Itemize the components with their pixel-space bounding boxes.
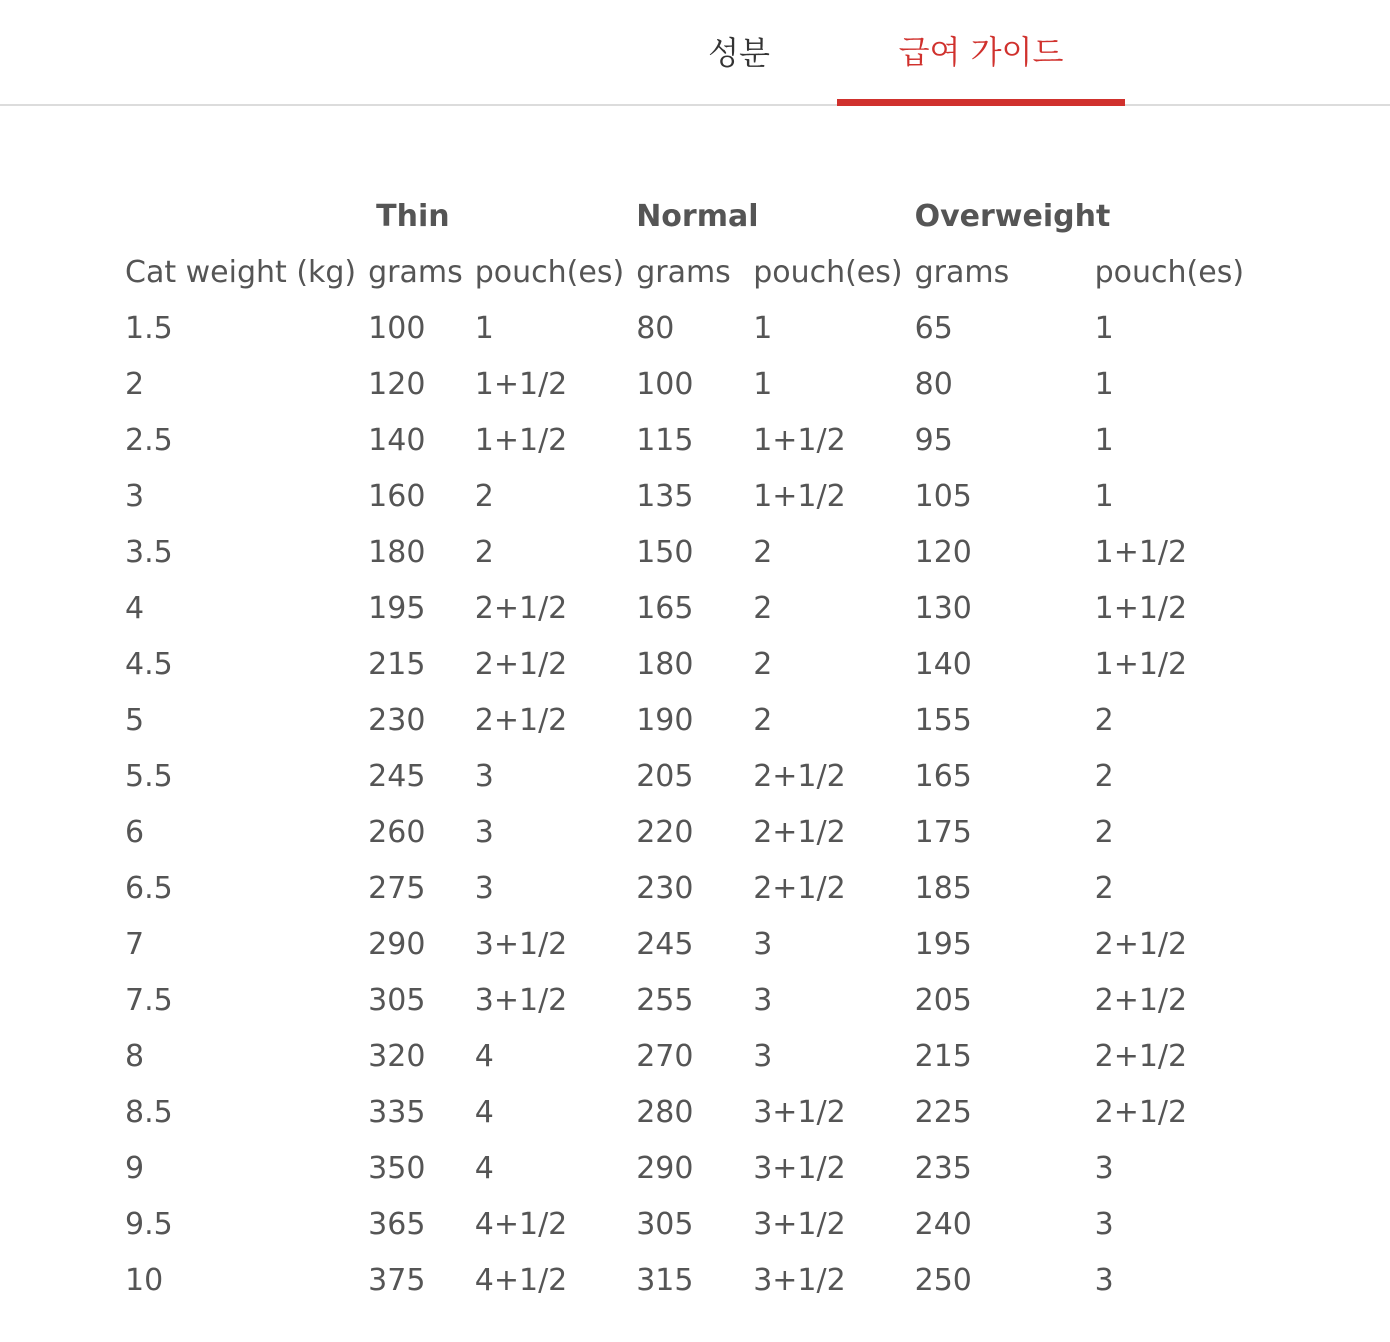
cell-overweight-grams: 215 [914, 1039, 972, 1074]
cell-cat-weight: 4.5 [125, 647, 173, 682]
cell-overweight-pouches: 2+1/2 [1094, 1039, 1188, 1074]
cell-overweight-pouches: 2+1/2 [1094, 1095, 1188, 1130]
table-row [119, 861, 1250, 917]
cell-cat-weight: 7.5 [125, 983, 173, 1018]
cell-normal-grams: 135 [636, 479, 694, 514]
cell-normal-pouches: 2+1/2 [753, 759, 846, 794]
cell-overweight-grams: 95 [914, 423, 953, 458]
cell-normal-grams: 280 [636, 1095, 694, 1130]
cell-normal-grams: 305 [636, 1207, 694, 1242]
table-row [119, 1253, 1250, 1309]
table-row [119, 469, 1250, 525]
cell-overweight-grams: 105 [914, 479, 972, 514]
feeding-guide-table [119, 189, 1250, 1309]
cell-normal-pouches: 3 [753, 1039, 773, 1074]
column-header-overweight-grams: grams [914, 255, 1010, 290]
cell-normal-pouches: 1 [753, 311, 773, 346]
feeding-guide-table-wrapper [119, 189, 1250, 1309]
cell-cat-weight: 10 [125, 1263, 164, 1298]
cell-thin-grams: 320 [368, 1039, 426, 1074]
group-label-thin: Thin [376, 199, 450, 234]
table-row [119, 917, 1250, 973]
cell-normal-grams: 270 [636, 1039, 694, 1074]
table-row [119, 1141, 1250, 1197]
cell-overweight-grams: 130 [914, 591, 972, 626]
cell-overweight-grams: 225 [914, 1095, 972, 1130]
cell-overweight-pouches: 3 [1094, 1151, 1114, 1186]
tab-feeding-guide[interactable]: 급여 가이드 [837, 0, 1125, 106]
column-header-row [119, 245, 1250, 301]
cell-overweight-grams: 80 [914, 367, 953, 402]
cell-overweight-pouches: 1+1/2 [1094, 535, 1188, 570]
cell-cat-weight: 5.5 [125, 759, 173, 794]
cell-overweight-pouches: 2 [1094, 703, 1114, 738]
cell-thin-pouches: 3+1/2 [474, 983, 568, 1018]
group-header-normal: Normal [636, 199, 759, 234]
cell-overweight-pouches: 1 [1094, 311, 1114, 346]
cell-thin-grams: 375 [368, 1263, 426, 1298]
cell-normal-grams: 205 [636, 759, 694, 794]
column-header-cat-weight: Cat weight (kg) [125, 255, 357, 290]
cell-normal-pouches: 3+1/2 [753, 1263, 846, 1298]
cell-normal-grams: 255 [636, 983, 694, 1018]
cell-thin-pouches: 3 [474, 815, 494, 850]
tab-ingredients[interactable]: 성분 [708, 34, 770, 72]
cell-thin-grams: 100 [368, 311, 426, 346]
cell-overweight-pouches: 1 [1094, 367, 1114, 402]
cell-thin-pouches: 1+1/2 [474, 423, 568, 458]
cell-thin-grams: 230 [368, 703, 426, 738]
cell-overweight-grams: 120 [914, 535, 972, 570]
cell-overweight-pouches: 1+1/2 [1094, 647, 1188, 682]
cell-thin-pouches: 4 [474, 1039, 494, 1074]
cell-overweight-pouches: 2 [1094, 759, 1114, 794]
cell-normal-pouches: 1+1/2 [753, 479, 846, 514]
group-header-row [119, 189, 1250, 245]
cell-thin-grams: 160 [368, 479, 426, 514]
cell-normal-grams: 165 [636, 591, 694, 626]
cell-normal-grams: 80 [636, 311, 675, 346]
column-header-thin-pouches: pouch(es) [474, 255, 625, 290]
cell-cat-weight: 9 [125, 1151, 145, 1186]
cell-overweight-grams: 155 [914, 703, 972, 738]
cell-cat-weight: 7 [125, 927, 145, 962]
column-header-normal-pouches: pouch(es) [753, 255, 903, 290]
table-row [119, 1029, 1250, 1085]
cell-normal-pouches: 1+1/2 [753, 423, 846, 458]
cell-normal-grams: 115 [636, 423, 694, 458]
cell-thin-pouches: 2+1/2 [474, 647, 568, 682]
table-row [119, 301, 1250, 357]
cell-overweight-grams: 165 [914, 759, 972, 794]
table-row [119, 973, 1250, 1029]
cell-cat-weight: 3.5 [125, 535, 173, 570]
cell-thin-grams: 335 [368, 1095, 426, 1130]
cell-thin-pouches: 3 [474, 871, 494, 906]
table-row [119, 805, 1250, 861]
table-row [119, 1197, 1250, 1253]
cell-normal-grams: 315 [636, 1263, 694, 1298]
cell-thin-pouches: 4 [474, 1095, 494, 1130]
table-row [119, 525, 1250, 581]
cell-overweight-grams: 240 [914, 1207, 972, 1242]
cell-normal-pouches: 2+1/2 [753, 815, 846, 850]
cell-cat-weight: 8.5 [125, 1095, 173, 1130]
cell-thin-grams: 180 [368, 535, 426, 570]
cell-normal-grams: 230 [636, 871, 694, 906]
table-body [119, 301, 1250, 1309]
table-row [119, 413, 1250, 469]
cell-normal-grams: 150 [636, 535, 694, 570]
cell-normal-grams: 220 [636, 815, 694, 850]
cell-thin-grams: 275 [368, 871, 426, 906]
cell-cat-weight: 4 [125, 591, 145, 626]
cell-thin-pouches: 3+1/2 [474, 927, 568, 962]
cell-thin-pouches: 1 [474, 311, 494, 346]
cell-normal-grams: 245 [636, 927, 694, 962]
cell-thin-pouches: 3 [474, 759, 494, 794]
cell-overweight-pouches: 2 [1094, 871, 1114, 906]
cell-normal-pouches: 2 [753, 703, 773, 738]
table-row [119, 693, 1250, 749]
cell-overweight-grams: 140 [914, 647, 972, 682]
group-header-overweight: Overweight [914, 199, 1111, 234]
table-row [119, 581, 1250, 637]
cell-cat-weight: 3 [125, 479, 145, 514]
column-header-thin-grams: grams [368, 255, 463, 290]
cell-cat-weight: 5 [125, 703, 145, 738]
cell-cat-weight: 6 [125, 815, 145, 850]
cell-overweight-pouches: 3 [1094, 1263, 1114, 1298]
table-row [119, 357, 1250, 413]
cell-overweight-grams: 185 [914, 871, 972, 906]
cell-normal-grams: 290 [636, 1151, 694, 1186]
cell-overweight-grams: 235 [914, 1151, 972, 1186]
cell-thin-pouches: 4+1/2 [474, 1263, 568, 1298]
cell-thin-grams: 365 [368, 1207, 426, 1242]
cell-overweight-grams: 65 [914, 311, 953, 346]
cell-thin-pouches: 2+1/2 [474, 591, 568, 626]
column-header-normal-grams: grams [636, 255, 731, 290]
cell-overweight-pouches: 2+1/2 [1094, 927, 1188, 962]
cell-overweight-pouches: 3 [1094, 1207, 1114, 1242]
cell-thin-grams: 245 [368, 759, 426, 794]
cell-thin-grams: 120 [368, 367, 426, 402]
cell-overweight-grams: 175 [914, 815, 972, 850]
cell-thin-pouches: 1+1/2 [474, 367, 568, 402]
cell-normal-pouches: 2 [753, 591, 773, 626]
cell-normal-pouches: 3+1/2 [753, 1151, 846, 1186]
cell-thin-grams: 290 [368, 927, 426, 962]
cell-overweight-pouches: 1 [1094, 423, 1114, 458]
cell-normal-pouches: 2+1/2 [753, 871, 846, 906]
cell-normal-pouches: 3 [753, 983, 773, 1018]
cell-overweight-pouches: 1 [1094, 479, 1114, 514]
cell-normal-grams: 190 [636, 703, 694, 738]
cell-normal-pouches: 3+1/2 [753, 1095, 846, 1130]
cell-cat-weight: 9.5 [125, 1207, 173, 1242]
column-header-overweight-pouches: pouch(es) [1094, 255, 1245, 290]
cell-thin-pouches: 4 [474, 1151, 494, 1186]
cell-thin-grams: 305 [368, 983, 426, 1018]
cell-cat-weight: 2.5 [125, 423, 173, 458]
cell-overweight-grams: 195 [914, 927, 972, 962]
table-row [119, 637, 1250, 693]
cell-cat-weight: 1.5 [125, 311, 173, 346]
cell-thin-grams: 140 [368, 423, 426, 458]
cell-cat-weight: 6.5 [125, 871, 173, 906]
cell-overweight-grams: 205 [914, 983, 972, 1018]
cell-thin-grams: 215 [368, 647, 426, 682]
cell-cat-weight: 8 [125, 1039, 145, 1074]
cell-normal-grams: 100 [636, 367, 694, 402]
cell-normal-pouches: 1 [753, 367, 773, 402]
cell-overweight-grams: 250 [914, 1263, 972, 1298]
group-header-empty [119, 189, 362, 245]
cell-thin-grams: 350 [368, 1151, 426, 1186]
cell-overweight-pouches: 2+1/2 [1094, 983, 1188, 1018]
cell-thin-grams: 195 [368, 591, 426, 626]
cell-normal-pouches: 2 [753, 647, 773, 682]
table-row [119, 749, 1250, 805]
table-row [119, 1085, 1250, 1141]
cell-thin-pouches: 2 [474, 479, 494, 514]
cell-thin-pouches: 2 [474, 535, 494, 570]
cell-thin-pouches: 4+1/2 [474, 1207, 568, 1242]
cell-normal-pouches: 2 [753, 535, 773, 570]
cell-thin-grams: 260 [368, 815, 426, 850]
group-header-thin [362, 189, 630, 245]
tab-bar [0, 0, 1390, 106]
cell-normal-pouches: 3+1/2 [753, 1207, 846, 1242]
cell-cat-weight: 2 [125, 367, 145, 402]
cell-overweight-pouches: 2 [1094, 815, 1114, 850]
cell-overweight-pouches: 1+1/2 [1094, 591, 1188, 626]
cell-thin-pouches: 2+1/2 [474, 703, 568, 738]
cell-normal-grams: 180 [636, 647, 694, 682]
cell-normal-pouches: 3 [753, 927, 773, 962]
